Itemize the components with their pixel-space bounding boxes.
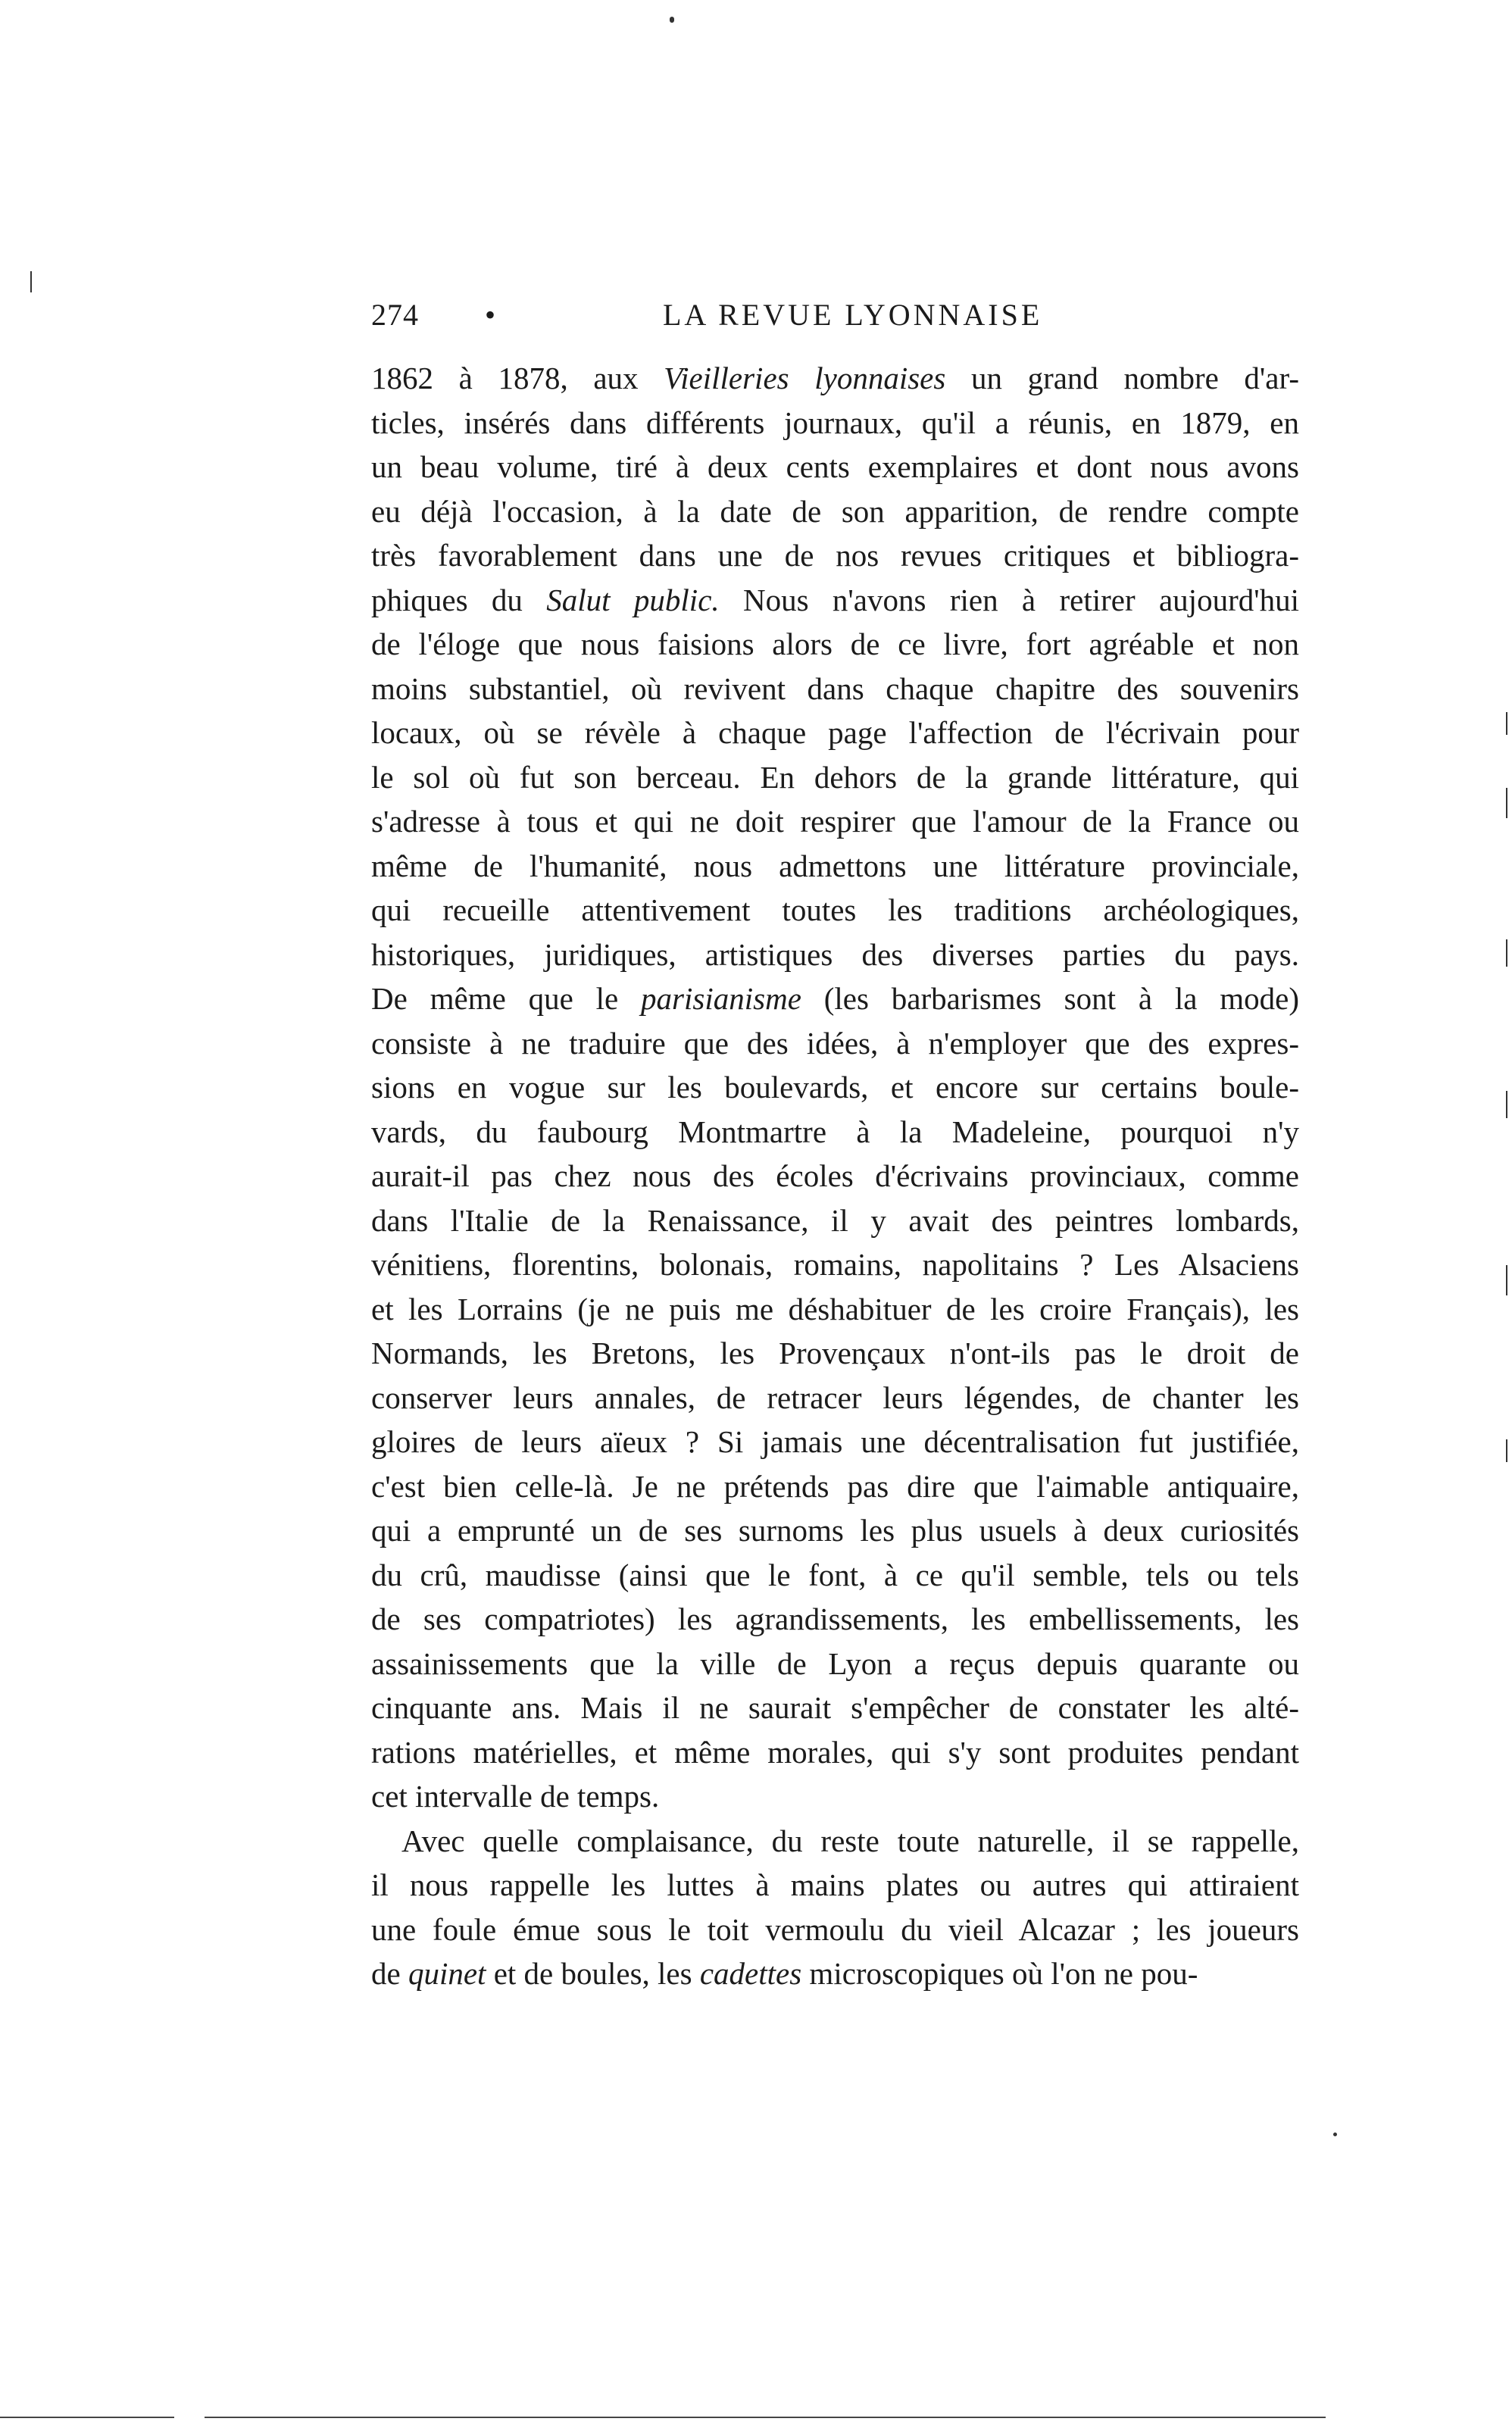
- text-run: s'adresse à tous et qui ne doit respirer que l'amour de la France ou: [371, 804, 1299, 839]
- text-run: vards, du faubourg Montmartre à la Madeleine, pourquoi n'y: [371, 1114, 1299, 1149]
- text-run: qui a emprunté un de ses surnoms les plus usuels à deux curiosités: [371, 1513, 1299, 1548]
- text-run: Avec quelle complaisance, du reste toute naturelle, il se rappelle,: [401, 1823, 1299, 1858]
- scan-speck: [1506, 712, 1507, 735]
- text-line: [371, 844, 1299, 889]
- text-line: [371, 1065, 1299, 1110]
- text-run: c'est bien celle-là. Je ne prétends pas dire que l'aimable antiquaire,: [371, 1468, 1299, 1504]
- text-run: de ses compatriotes) les agrandissements, les embellissements, les: [371, 1601, 1299, 1636]
- text-line: [371, 1863, 1299, 1908]
- text-line: [371, 622, 1299, 667]
- text-run: locaux, où se révèle à chaque page l'affection de l'écrivain pour: [371, 715, 1299, 750]
- text-line: [371, 578, 1299, 623]
- text-line: [371, 1642, 1299, 1686]
- text-line: [371, 799, 1299, 844]
- text-run: conserver leurs annales, de retracer leurs légendes, de chanter les: [371, 1380, 1299, 1415]
- text-run: aurait-il pas chez nous des écoles d'écrivains provinciaux, comme: [371, 1158, 1299, 1193]
- text-run: historiques, juridiques, artistiques des diverses parties du pays.: [371, 936, 1299, 972]
- italic-run: Vieilleries lyonnaises: [664, 361, 946, 395]
- text-line: [371, 1110, 1299, 1155]
- text-run: assainissements que la ville de Lyon a reçus depuis quarante ou: [371, 1645, 1299, 1681]
- text-run: du crû, maudisse (ainsi que le font, à ce qu'il semble, tels ou tels: [371, 1557, 1299, 1592]
- text-run: de: [371, 1956, 408, 1991]
- text-line: [371, 1597, 1299, 1642]
- text-run: de l'éloge que nous faisions alors de ce livre, fort agréable et non: [371, 626, 1299, 661]
- text-run: le sol où fut son berceau. En dehors de la grande littérature, qui: [371, 759, 1299, 795]
- text-run: il nous rappelle les luttes à mains plates ou autres qui attiraient: [371, 1867, 1299, 1902]
- scan-speck: [1506, 788, 1507, 818]
- text-line: [371, 1908, 1299, 1952]
- text-line: [371, 1774, 1299, 1819]
- text-line: [371, 356, 1299, 401]
- text-line: [371, 1420, 1299, 1464]
- text-line: [371, 1021, 1299, 1066]
- scan-speck: [670, 17, 674, 23]
- footer-rule: [0, 2417, 174, 2418]
- page-number: 274: [371, 298, 419, 332]
- italic-run: quinet: [408, 1956, 486, 1991]
- text-run: et les Lorrains (je ne puis me déshabituer de les croire Français), les: [371, 1291, 1299, 1326]
- scan-speck: [30, 271, 32, 292]
- text-line: [371, 755, 1299, 800]
- text-line: [371, 1464, 1299, 1509]
- text-run: qui recueille attentivement toutes les traditions archéologiques,: [371, 892, 1299, 927]
- italic-run: Salut public.: [546, 582, 720, 617]
- text-line: [371, 1376, 1299, 1420]
- text-line: [371, 533, 1299, 578]
- italic-run: cadettes: [699, 1956, 802, 1991]
- text-line: [371, 1951, 1299, 1996]
- italic-run: parisianisme: [641, 981, 801, 1016]
- text-line: [371, 1508, 1299, 1553]
- paragraph: [371, 1819, 1299, 1996]
- text-run: cet intervalle de temps.: [371, 1779, 660, 1814]
- text-run: eu déjà l'occasion, à la date de son apparition, de rendre compte: [371, 493, 1299, 529]
- text-line: [371, 1730, 1299, 1775]
- text-line: [371, 445, 1299, 489]
- text-run: dans l'Italie de la Renaissance, il y avait des peintres lombards,: [371, 1202, 1299, 1238]
- text-run: microscopiques où l'on ne pou-: [801, 1956, 1198, 1991]
- text-line: [371, 933, 1299, 977]
- text-line: [371, 711, 1299, 755]
- text-run: très favorablement dans une de nos revues critiques et bibliogra-: [371, 538, 1299, 573]
- paragraph: [371, 356, 1299, 1819]
- running-header: [371, 297, 1299, 342]
- text-line: [371, 1287, 1299, 1332]
- text-run: un grand nombre d'ar-: [945, 361, 1299, 395]
- text-run: ticles, insérés dans différents journaux, qu'il a réunis, en 1879, en: [371, 405, 1299, 440]
- text-line: [371, 401, 1299, 445]
- text-run: un beau volume, tiré à deux cents exemplaires et dont nous avons: [371, 449, 1299, 484]
- text-line: [371, 1331, 1299, 1376]
- body-text: [371, 356, 1299, 1996]
- text-run: moins substantiel, où revivent dans chaque chapitre des souvenirs: [371, 670, 1299, 706]
- text-run: sions en vogue sur les boulevards, et encore sur certains boule-: [371, 1070, 1299, 1105]
- header-dot: •: [485, 298, 496, 332]
- text-line: [371, 1242, 1299, 1287]
- text-run: De même que le: [371, 981, 642, 1016]
- scan-speck: [1506, 1439, 1507, 1462]
- text-run: cinquante ans. Mais il ne saurait s'empêcher de constater les alté-: [371, 1690, 1299, 1725]
- text-run: même de l'humanité, nous admettons une littérature provinciale,: [371, 848, 1299, 883]
- text-run: rations matérielles, et même morales, qui s'y sont produites pendant: [371, 1734, 1299, 1770]
- running-title: LA REVUE LYONNAISE: [663, 298, 1043, 332]
- scan-speck: [1506, 1091, 1507, 1118]
- text-run: consiste à ne traduire que des idées, à n'employer que des expres-: [371, 1025, 1299, 1061]
- text-line: [371, 888, 1299, 933]
- text-run: gloires de leurs aïeux ? Si jamais une décentralisation fut justifiée,: [371, 1424, 1299, 1459]
- text-run: et de boules, les: [486, 1956, 700, 1991]
- text-line: [371, 1198, 1299, 1243]
- text-run: Nous n'avons rien à retirer aujourd'hui: [719, 582, 1299, 617]
- text-run: vénitiens, florentins, bolonais, romains, napolitains ? Les Alsaciens: [371, 1247, 1299, 1282]
- text-line: [371, 976, 1299, 1021]
- text-line: [371, 1553, 1299, 1598]
- text-run: 1862 à 1878, aux: [371, 361, 664, 395]
- text-run: phiques du: [371, 582, 547, 617]
- text-line: [371, 667, 1299, 711]
- text-run: Normands, les Bretons, les Provençaux n'ont-ils pas le droit de: [371, 1336, 1299, 1370]
- footer-rule: [205, 2417, 1326, 2418]
- text-line: [371, 1819, 1299, 1864]
- text-line: [371, 489, 1299, 534]
- text-run: (les barbarismes sont à la mode): [801, 981, 1299, 1016]
- scan-speck: [1506, 939, 1507, 967]
- text-line: [371, 1686, 1299, 1730]
- text-run: une foule émue sous le toit vermoulu du vieil Alcazar ; les joueurs: [371, 1911, 1299, 1947]
- text-line: [371, 1154, 1299, 1198]
- scan-speck: [1506, 1265, 1507, 1295]
- scan-speck: [1333, 2133, 1337, 2136]
